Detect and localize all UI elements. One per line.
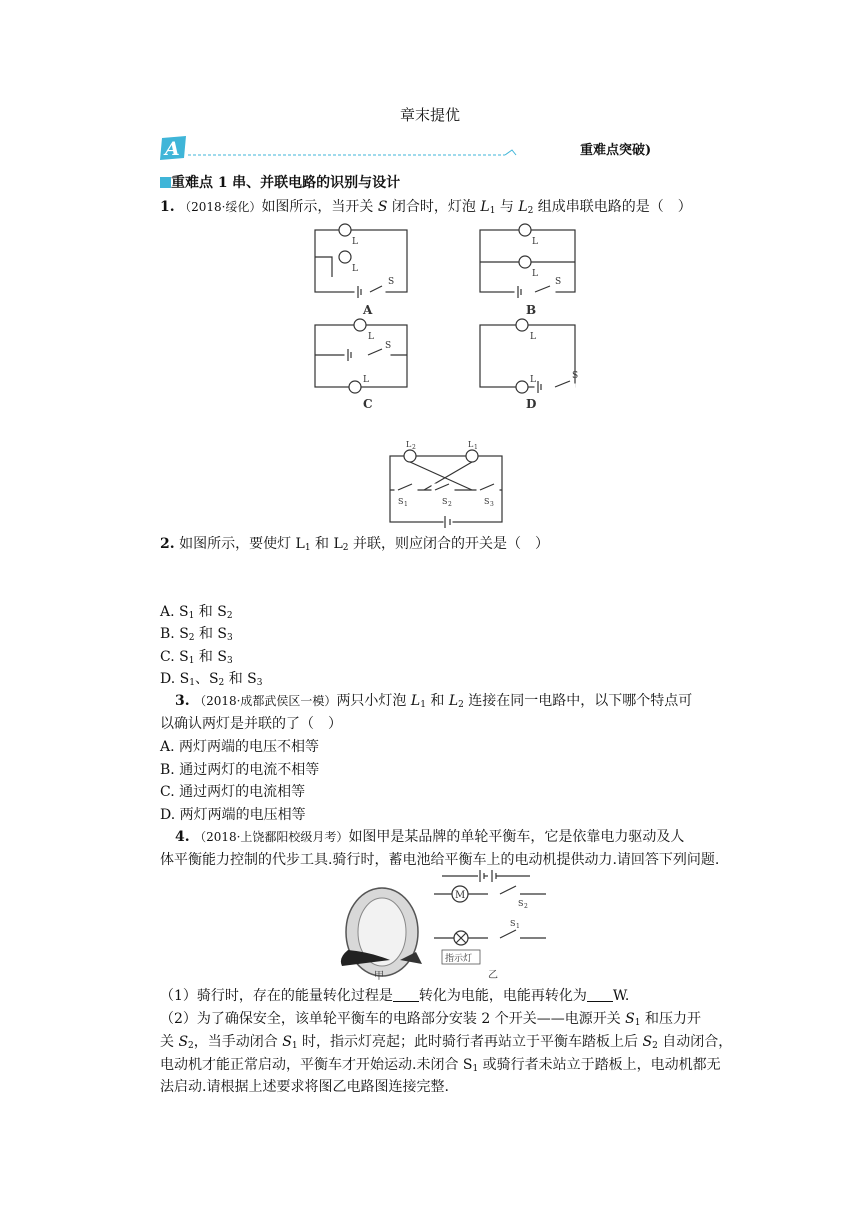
svg-text:2: 2 (448, 501, 452, 508)
q4-blank-2[interactable] (587, 987, 613, 1002)
svg-text:L: L (352, 237, 358, 247)
svg-text:L: L (532, 237, 538, 247)
q3-option-a[interactable]: A. 两灯两端的电压不相等 (160, 739, 320, 755)
section-badge: A (165, 138, 180, 160)
svg-text:L: L (530, 375, 536, 385)
svg-text:S: S (398, 497, 404, 506)
q4-part-1: （1）骑行时，存在的能量转化过程是 转化为电能，电能再转化为 W. (160, 988, 630, 1004)
q2-option-d[interactable]: D. $S_1$、$S_2$ 和 $S_3$ (160, 671, 263, 688)
question-1: 1. （2018·绥化）如图所示，当开关 S 闭合时，灯泡 $L_1$ 与 $L_2$ 组成串联电路的是（ ） (160, 199, 692, 216)
svg-text:S: S (388, 277, 395, 287)
svg-text:S: S (385, 341, 392, 351)
svg-text:L: L (406, 440, 412, 449)
svg-text:1: 1 (474, 444, 478, 451)
question-3-line-2: 以确认两灯是并联的了（ ） (160, 716, 342, 732)
q1-circuit-diagrams (300, 222, 590, 412)
q4-part-2-line-4: 法启动.请根据上述要求将图乙电路图连接完整. (160, 1079, 449, 1095)
diagram-label-a: A (363, 303, 373, 317)
svg-text:1: 1 (404, 501, 408, 508)
question-4-line-2: 体平衡能力控制的代步工具.骑行时，蓄电池给平衡车上的电动机提供动力.请回答下列问题. (160, 852, 720, 868)
q4-part-2-line-2: 关 $S_2$，当手动闭合 $S_1$ 时，指示灯亮起；此时骑行者再站立于平衡车踏板上后 $S_2$ 自动闭合， (160, 1034, 733, 1051)
q4-blank-1[interactable] (393, 987, 419, 1002)
q2-option-a[interactable]: A. $S_1$ 和 $S_2$ (160, 604, 233, 621)
question-4: 4. （2018·上饶鄱阳校级月考）如图甲是某品牌的单轮平衡车，它是依靠电力驱动及人 (175, 829, 685, 845)
svg-text:甲: 甲 (374, 971, 384, 982)
svg-text:S: S (572, 371, 579, 381)
section-header (160, 134, 720, 164)
svg-text:乙: 乙 (488, 970, 498, 981)
q2-option-b[interactable]: B. $S_2$ 和 $S_3$ (160, 626, 233, 643)
unicycle-figure (330, 880, 430, 982)
page-title: 章末提优 (399, 106, 460, 124)
diagram-label-b: B (526, 303, 537, 317)
svg-text:S: S (442, 497, 448, 506)
q4-circuit-figure (430, 866, 560, 982)
svg-text:S: S (510, 919, 516, 928)
diagram-label-c: C (363, 397, 373, 411)
svg-text:L: L (468, 440, 474, 449)
svg-text:L: L (532, 269, 538, 279)
section-label: 重难点突破) (580, 143, 652, 158)
svg-text:L: L (368, 332, 374, 342)
q3-option-b[interactable]: B. 通过两灯的电流不相等 (160, 762, 320, 778)
svg-text:3: 3 (490, 501, 494, 508)
question-3: 3. （2018·成都武侯区一模）两只小灯泡 $L_1$ 和 $L_2$ 连接在同一电路中，以下哪个特点可 (175, 693, 693, 710)
q4-part-2-line-3: 电动机才能正常启动，平衡车才开始运动.未闭合 $S_1$ 或骑行者未站立于踏板上，电动机都无 (160, 1057, 721, 1074)
motor-symbol: M (455, 890, 466, 901)
key-point-heading: 重难点 1 串、并联电路的识别与设计 (160, 172, 400, 194)
svg-text:1: 1 (516, 923, 520, 930)
q2-circuit-diagram (382, 438, 512, 530)
q4-part-2-line-1: （2）为了确保安全，该单轮平衡车的电路部分安装 2 个开关——电源开关 $S_1$ 和压力开 (160, 1011, 701, 1028)
key-point-icon (160, 177, 171, 188)
svg-text:2: 2 (524, 903, 528, 910)
svg-text:L: L (530, 332, 536, 342)
svg-text:2: 2 (412, 444, 416, 451)
q3-option-d[interactable]: D. 两灯两端的电压相等 (160, 807, 306, 823)
svg-text:S: S (518, 899, 524, 908)
diagram-label-d: D (526, 397, 537, 411)
svg-text:S: S (484, 497, 490, 506)
svg-text:L: L (363, 375, 369, 385)
q2-option-c[interactable]: C. $S_1$ 和 $S_3$ (160, 649, 233, 666)
q3-option-c[interactable]: C. 通过两灯的电流相等 (160, 784, 306, 800)
question-2: 2. 如图所示，要使灯 $L_1$ 和 $L_2$ 并联，则应闭合的开关是（ ） (160, 536, 549, 553)
indicator-label: 指示灯 (445, 954, 473, 964)
svg-text:S: S (555, 277, 562, 287)
svg-text:L: L (352, 264, 358, 274)
